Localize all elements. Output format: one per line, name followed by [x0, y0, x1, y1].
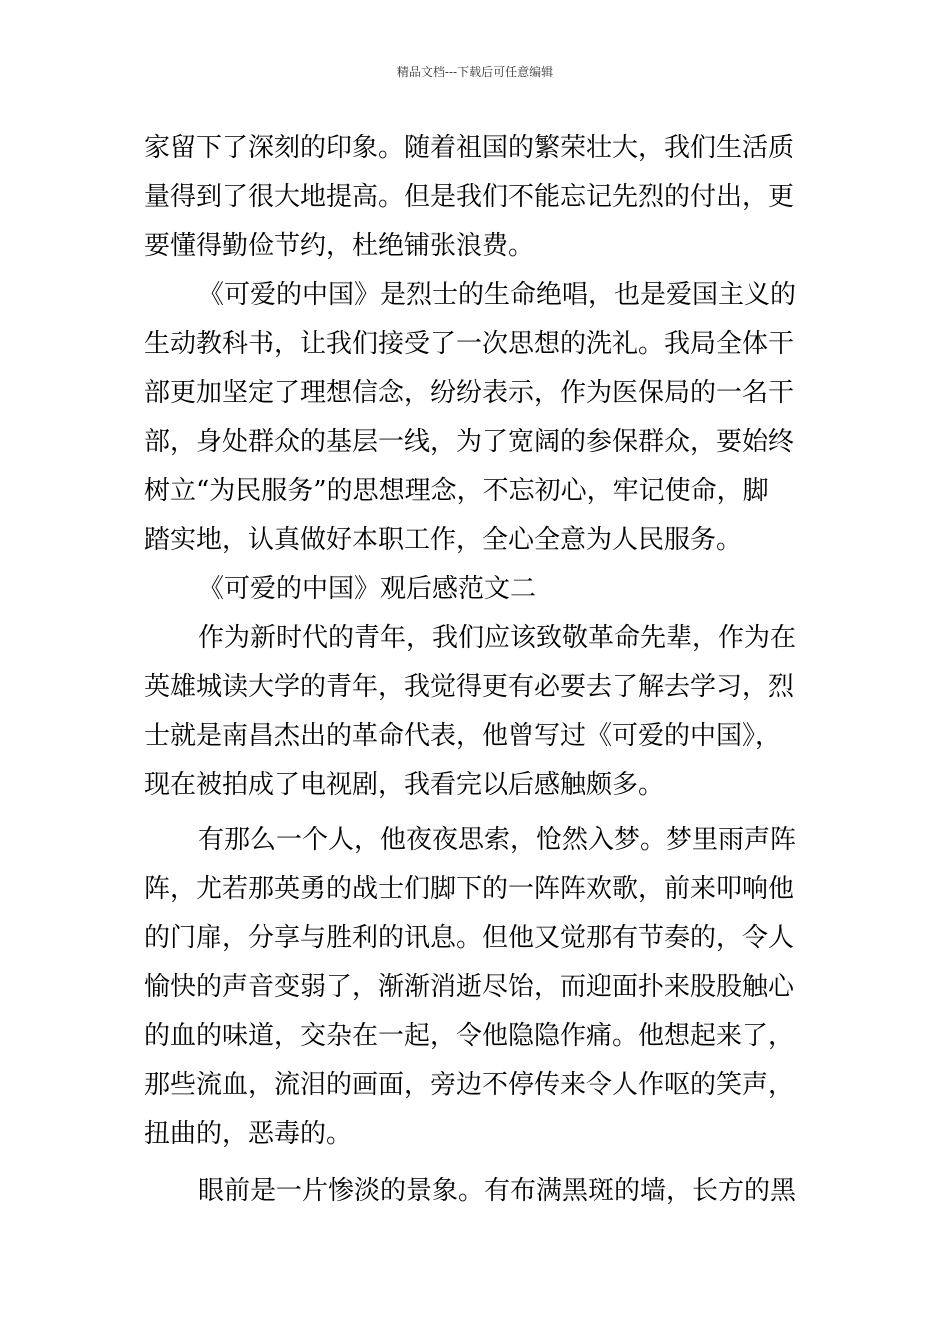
- page-header: 精品文档---下载后可任意编辑: [396, 65, 554, 79]
- document-body: [144, 124, 808, 1216]
- text-line: 现在被拍成了电视剧，我看完以后感触颇多。: [144, 770, 665, 800]
- text-line: 树立“为民服务”的思想理念，不忘初心，牢记使命，脚: [144, 476, 769, 506]
- text-line: 有那么一个人，他夜夜思索，怆然入梦。梦里雨声阵: [198, 825, 797, 855]
- text-line: 那些流血，流泪的画面，旁边不停传来令人作呕的笑声，: [144, 1070, 795, 1100]
- text-line: 部更加坚定了理想信念，纷纷表示，作为医保局的一名干: [144, 378, 795, 408]
- text-line: 要懂得勤俭节约，杜绝铺张浪费。: [144, 231, 535, 261]
- text-line: 扭曲的，恶毒的。: [144, 1119, 353, 1149]
- text-line: 部，身处群众的基层一线，为了宽阔的参保群众，要始终: [144, 427, 795, 457]
- text-line: 生动教科书，让我们接受了一次思想的洗礼。我局全体干: [144, 329, 795, 359]
- text-line: 眼前是一片惨淡的景象。有布满黑斑的墙，长方的黑: [198, 1176, 797, 1206]
- text-line: 愉快的声音变弱了，渐渐消逝尽饴，而迎面扑来股股触心: [144, 972, 795, 1002]
- text-line: 作为新时代的青年，我们应该致敬革命先辈，作为在: [198, 623, 797, 653]
- section-heading: 《可爱的中国》观后感范文二: [198, 574, 537, 604]
- text-line: 踏实地，认真做好本职工作，全心全意为人民服务。: [144, 525, 743, 555]
- text-line: 士就是南昌杰出的革命代表，他曾写过《可爱的中国》，: [144, 721, 782, 751]
- text-line: 的门扉，分享与胜利的讯息。但他又觉那有节奏的，令人: [144, 923, 795, 953]
- text-line: 的血的味道，交杂在一起，令他隐隐作痛。他想起来了，: [144, 1021, 795, 1051]
- text-line: 英雄城读大学的青年，我觉得更有必要去了解去学习，烈: [144, 672, 795, 702]
- text-line: 家留下了深刻的印象。随着祖国的繁荣壮大，我们生活质: [144, 133, 795, 163]
- text-line: 量得到了很大地提高。但是我们不能忘记先烈的付出，更: [144, 182, 795, 212]
- text-line: 《可爱的中国》是烈士的生命绝唱，也是爱国主义的: [198, 280, 797, 310]
- text-line: 阵，尤若那英勇的战士们脚下的一阵阵欢歌，前来叩响他: [144, 874, 795, 904]
